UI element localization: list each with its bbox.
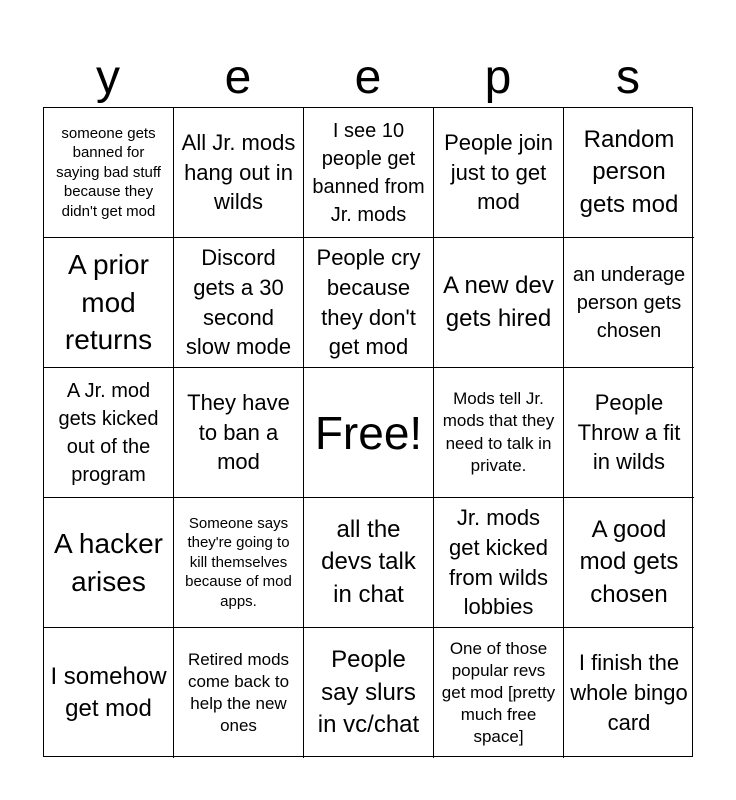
bingo-cell: Discord gets a 30 second slow mode bbox=[174, 238, 304, 368]
bingo-cell: all the devs talk in chat bbox=[304, 498, 434, 628]
bingo-cell: I somehow get mod bbox=[44, 628, 174, 758]
bingo-cell: Retired mods come back to help the new ones bbox=[174, 628, 304, 758]
bingo-grid bbox=[43, 107, 693, 757]
bingo-cell: A good mod gets chosen bbox=[564, 498, 694, 628]
bingo-cell: People say slurs in vc/chat bbox=[304, 628, 434, 758]
bingo-cell: People Throw a fit in wilds bbox=[564, 368, 694, 498]
bingo-header bbox=[43, 48, 693, 108]
bingo-cell: One of those popular revs get mod [pretty much free space] bbox=[434, 628, 564, 758]
header-letter: s bbox=[616, 51, 640, 104]
bingo-cell: They have to ban a mod bbox=[174, 368, 304, 498]
bingo-cell: People join just to get mod bbox=[434, 108, 564, 238]
bingo-cell: Mods tell Jr. mods that they need to talk in private. bbox=[434, 368, 564, 498]
header-letter: y bbox=[96, 51, 120, 104]
header-letter: e bbox=[224, 51, 252, 104]
bingo-cell: Someone says they're going to kill themselves because of mod apps. bbox=[174, 498, 304, 628]
bingo-cell: A prior mod returns bbox=[44, 238, 174, 368]
free-space-cell: Free! bbox=[304, 368, 434, 498]
bingo-cell: All Jr. mods hang out in wilds bbox=[174, 108, 304, 238]
bingo-cell: A Jr. mod gets kicked out of the program bbox=[44, 368, 174, 498]
bingo-cell: A hacker arises bbox=[44, 498, 174, 628]
bingo-cell: an underage person gets chosen bbox=[564, 238, 694, 368]
bingo-cell: someone gets banned for saying bad stuff because they didn't get mod bbox=[44, 108, 174, 238]
bingo-cell: I see 10 people get banned from Jr. mods bbox=[304, 108, 434, 238]
header-letter: e bbox=[354, 51, 382, 104]
bingo-cell: Random person gets mod bbox=[564, 108, 694, 238]
bingo-cell: Jr. mods get kicked from wilds lobbies bbox=[434, 498, 564, 628]
bingo-cell: A new dev gets hired bbox=[434, 238, 564, 368]
bingo-cell: People cry because they don't get mod bbox=[304, 238, 434, 368]
header-letter: p bbox=[484, 51, 512, 104]
bingo-cell: I finish the whole bingo card bbox=[570, 650, 688, 735]
